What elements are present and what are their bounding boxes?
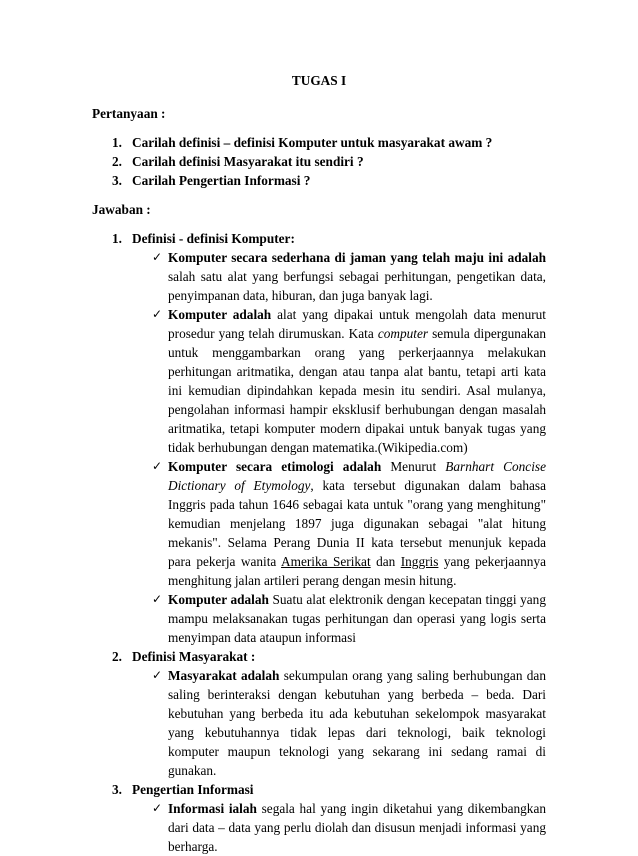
question-item: 2. Carilah definisi Masyarakat itu sendiri ? — [112, 154, 364, 169]
answer-heading: Pengertian Informasi — [132, 782, 254, 797]
list-item: ✓ Komputer secara etimologi adalah Menurut Barnhart Concise Dictionary of Etymology, kata tersebut digunakan dalam bahasa Inggris pada tahun 1646 sebagai kata untuk "orang yang menghitung" kemudian menjelang 1897 juga digunakan sebagai "alat hitung mekanis". Selama Perang Dunia II kata tersebut menunjuk kepada para pekerja wanita Amerika Serikat dan Inggris yang pekerjaannya menghitung jalan artileri perang dengan mesin hitung. — [152, 459, 546, 588]
answer-heading: Definisi Masyarakat : — [132, 649, 256, 664]
answer-item-komputer: 1. Definisi - definisi Komputer: ✓ Komputer secara sederhana di jaman yang telah maju ini adalah salah satu alat yang berfungsi sebagai perhitungan, pengetikan data, penyimpanan data, hiburan, dan juga banyak lagi. ✓ Komputer adalah alat yang dipakai untuk mengolah data menurut prosedur yang telah dirumuskan. Kata computer semula dipergunakan untuk menggambarkan orang yang perkerjaannya melakukan perhitungan aritmatika, dengan atau tanpa alat bantu, tetapi arti kata ini kemudian dipindahkan kepada mesin itu sendiri. Asal mulanya, pengolahan informasi hampir eksklusif berhubungan dengan masalah aritmatika, tetapi komputer modern dipakai untuk banyak tugas yang tidak berhubungan dengan matematika.(Wikipedia.com) ✓ Komputer secara etimologi adalah Menurut Barnhart Concise Dictionary of Etymology, kata tersebut digunakan dalam bahasa Inggris pada tahun 1646 sebagai kata untuk "orang yang menghitung" kemudian menjelang 1897 juga digunakan sebagai "alat hitung mekanis". Selama Perang Dunia II kata tersebut menunjuk kepada para pekerja wanita Amerika Serikat dan Inggris yang pekerjaannya menghitung jalan artileri perang dengan mesin hitung. ✓ Komputer adalah Suatu alat elektronik dengan kecepatan tinggi yang mampu melaksanakan tugas perhitungan dan operasi yang logis serta menyimpan data ataupun informasi — [112, 231, 546, 645]
document-title: TUGAS I — [291, 73, 347, 88]
checkmark-icon: ✓ — [152, 668, 163, 682]
checkmark-icon: ✓ — [152, 592, 163, 606]
questions-list — [92, 133, 546, 190]
list-item: ✓ Komputer adalah Suatu alat elektronik dengan kecepatan tinggi yang mampu melaksanakan tugas perhitungan dan operasi yang logis serta menyimpan data ataupun informasi — [152, 592, 546, 645]
checkmark-icon: ✓ — [152, 250, 163, 264]
checkmark-icon: ✓ — [152, 459, 163, 473]
list-item: ✓ Informasi ialah segala hal yang ingin diketahui yang dikembangkan dari data – data yang perlu diolah dan disusun menjadi informasi yang berharga. — [152, 801, 547, 854]
questions-label: Pertanyaan : — [92, 106, 166, 121]
checklist — [132, 799, 546, 856]
list-item: ✓ Masyarakat adalah sekumpulan orang yang saling berhubungan dan saling berinteraksi dengan kebutuhan yang berbeda – beda. Dari kebutuhan yang berbeda itu ada kebutuhan sekelompok masyarakat yang kebutuhannya tidak lepas dari teknologi, baik teknologi komputer maupun teknologi yang sekarang ini sedang ramai di gunakan. — [152, 668, 546, 778]
question-item: 3. Carilah Pengertian Informasi ? — [112, 173, 311, 188]
checklist — [132, 666, 546, 780]
checklist — [132, 248, 546, 647]
link-inggris[interactable]: Inggris — [400, 554, 439, 569]
checkmark-icon: ✓ — [152, 801, 163, 815]
answer-heading: Definisi - definisi Komputer: — [132, 231, 295, 246]
list-item: ✓ Komputer secara sederhana di jaman yang telah maju ini adalah salah satu alat yang berfungsi sebagai perhitungan, pengetikan data, penyimpanan data, hiburan, dan juga banyak lagi. — [152, 250, 546, 303]
answers-list — [92, 229, 546, 856]
answer-item-masyarakat: 2. Definisi Masyarakat : ✓ Masyarakat adalah sekumpulan orang yang saling berhubungan dan saling berinteraksi dengan kebutuhan yang berbeda – beda. Dari kebutuhan yang berbeda itu ada kebutuhan sekelompok masyarakat yang kebutuhannya tidak lepas dari teknologi, baik teknologi komputer maupun teknologi yang sekarang ini sedang ramai di gunakan. — [112, 649, 546, 778]
link-amerika-serikat[interactable]: Amerika Serikat — [281, 554, 371, 569]
question-item: 1. Carilah definisi – definisi Komputer untuk masyarakat awam ? — [112, 135, 493, 150]
list-item: ✓ Komputer adalah alat yang dipakai untuk mengolah data menurut prosedur yang telah dirumuskan. Kata computer semula dipergunakan untuk menggambarkan orang yang perkerjaannya melakukan perhitungan aritmatika, dengan atau tanpa alat bantu, tetapi arti kata ini kemudian dipindahkan kepada mesin itu sendiri. Asal mulanya, pengolahan informasi hampir eksklusif berhubungan dengan masalah aritmatika, tetapi komputer modern dipakai untuk banyak tugas yang tidak berhubungan dengan matematika.(Wikipedia.com) — [152, 307, 546, 455]
checkmark-icon: ✓ — [152, 307, 163, 321]
answers-label: Jawaban : — [92, 202, 151, 217]
answer-item-informasi: 3. Pengertian Informasi ✓ Informasi ialah segala hal yang ingin diketahui yang dikembangkan dari data – data yang perlu diolah dan disusun menjadi informasi yang berharga. — [112, 782, 547, 854]
